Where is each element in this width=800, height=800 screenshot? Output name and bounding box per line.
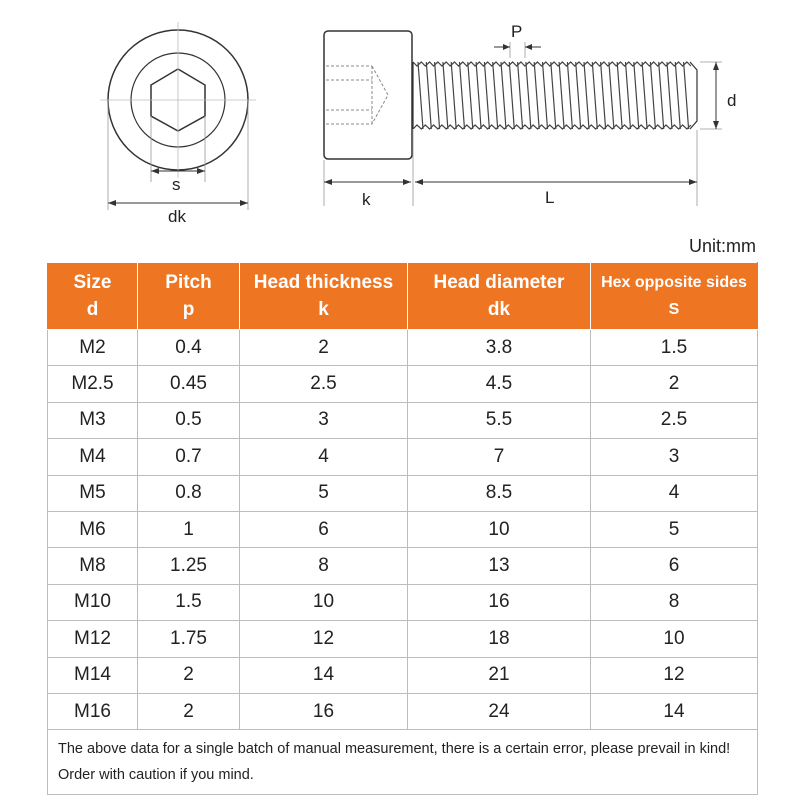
d-dimension [700,62,722,129]
cell-size: M2.5 [48,366,138,402]
cell-size: M16 [48,693,138,729]
cell-head-thickness: 5 [240,475,408,511]
cell-head-thickness: 2.5 [240,366,408,402]
screw-dimension-diagram [0,0,800,230]
table-row [48,402,758,438]
cell-pitch: 0.8 [138,475,240,511]
cell-size: M6 [48,511,138,547]
header-head-diameter: Head diameter dk [408,263,591,330]
cell-pitch: 0.7 [138,439,240,475]
d-label: d [727,91,737,110]
cell-pitch: 0.5 [138,402,240,438]
cell-head-thickness: 4 [240,439,408,475]
cell-size: M3 [48,402,138,438]
cell-hex-opposite-sides: 4 [591,475,758,511]
cell-hex-opposite-sides: 10 [591,621,758,657]
cell-head-diameter: 13 [408,548,591,584]
table-row [48,621,758,657]
cell-pitch: 1 [138,511,240,547]
k-label: k [362,190,371,209]
cell-head-thickness: 12 [240,621,408,657]
cell-hex-opposite-sides: 2 [591,366,758,402]
cell-hex-opposite-sides: 12 [591,657,758,693]
cell-head-diameter: 10 [408,511,591,547]
table-header-row [48,263,758,330]
p-label: P [511,22,523,41]
p-dimension [494,42,541,58]
table-row [48,693,758,729]
cell-size: M4 [48,439,138,475]
table-row [48,511,758,547]
cell-head-diameter: 3.8 [408,330,591,366]
header-pitch: Pitch p [138,263,240,330]
cell-hex-opposite-sides: 14 [591,693,758,729]
cell-pitch: 1.25 [138,548,240,584]
cell-head-diameter: 4.5 [408,366,591,402]
cell-head-thickness: 6 [240,511,408,547]
cell-size: M8 [48,548,138,584]
cell-pitch: 2 [138,657,240,693]
table-row [48,584,758,620]
table-note [48,730,758,795]
cell-head-thickness: 10 [240,584,408,620]
cell-head-diameter: 16 [408,584,591,620]
cell-size: M14 [48,657,138,693]
cell-hex-opposite-sides: 2.5 [591,402,758,438]
table-row [48,439,758,475]
cell-head-diameter: 18 [408,621,591,657]
cell-pitch: 0.45 [138,366,240,402]
cell-size: M5 [48,475,138,511]
l-label: L [545,188,555,207]
cell-hex-opposite-sides: 3 [591,439,758,475]
header-head-thickness: Head thickness k [240,263,408,330]
dk-label: dk [168,207,186,226]
screw-side-view [324,31,697,159]
cell-hex-opposite-sides: 1.5 [591,330,758,366]
cell-head-diameter: 7 [408,439,591,475]
cell-pitch: 1.75 [138,621,240,657]
cell-head-diameter: 21 [408,657,591,693]
cell-pitch: 0.4 [138,330,240,366]
cell-size: M2 [48,330,138,366]
header-hex-opposite-sides: Hex opposite sides S [591,263,758,330]
table-row [48,366,758,402]
cell-hex-opposite-sides: 6 [591,548,758,584]
cell-hex-opposite-sides: 5 [591,511,758,547]
cell-head-diameter: 24 [408,693,591,729]
screw-head [324,31,412,159]
cell-size: M12 [48,621,138,657]
cell-head-thickness: 2 [240,330,408,366]
unit-label: Unit:mm [689,236,756,256]
cell-head-diameter: 8.5 [408,475,591,511]
table-note-row [48,730,758,795]
cell-head-diameter: 5.5 [408,402,591,438]
cell-pitch: 2 [138,693,240,729]
table-row [48,475,758,511]
cell-hex-opposite-sides: 8 [591,584,758,620]
cell-size: M10 [48,584,138,620]
cell-head-thickness: 3 [240,402,408,438]
s-label: s [172,175,181,194]
header-size: Size d [48,263,138,330]
note-line-2: Order with caution if you mind. [58,767,254,784]
table-row [48,548,758,584]
dk-dimension [108,200,248,206]
cell-pitch: 1.5 [138,584,240,620]
cell-head-thickness: 14 [240,657,408,693]
cell-head-thickness: 16 [240,693,408,729]
table-row [48,657,758,693]
note-line-1: The above data for a single batch of manual measurement, there is a certain error, please prevail in kind! [58,741,731,758]
spec-table [47,262,758,795]
cell-head-thickness: 8 [240,548,408,584]
table-row [48,330,758,366]
